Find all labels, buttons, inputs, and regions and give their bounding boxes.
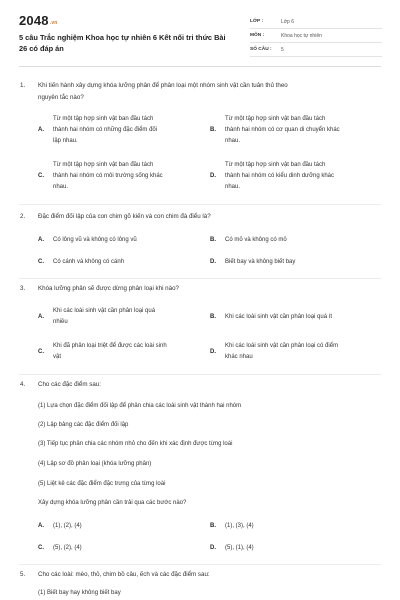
header-divider [19,66,381,67]
meta-value: 5 [281,46,284,53]
logo-text: 2048 [19,13,49,28]
question-divider [19,278,381,279]
meta-value: Lớp 6 [281,18,295,25]
question-text-line: Đặc điểm đối lập của con chim gõ kiến và con chim đà điểu là? [38,213,211,220]
option-label: A. [38,314,44,320]
option-text: (1), (2), (4) [53,523,82,529]
option-label: A. [38,127,44,133]
option-text [53,341,167,363]
option-label: D. [210,259,216,265]
option-text: Có lông vũ và không có lông vũ [53,237,137,243]
question-number: 3. [20,285,26,292]
question-text [38,569,383,581]
option-text-line: Khi đã phân loại triệt để được các loài sinh [53,343,167,349]
option-a[interactable] [38,235,208,247]
question-text [38,80,383,103]
option-text: Khi các loài sinh vật cần phân loại quá ít [225,314,333,320]
document-title: 5 câu Trắc nghiệm Khoa học tự nhiên 6 Kết nối tri thức Bài 26 có đáp án [19,33,226,53]
option-text-line: thành hai nhóm có kiểu dinh dưỡng khác [225,173,335,179]
question-text-line: nguyên tắc nào? [38,93,84,101]
option-a[interactable] [38,114,208,148]
option-text-line: khác nhau [225,354,253,360]
option-text-line: Từ một tập hợp sinh vật ban đầu tách [225,162,326,168]
meta-row-subject [250,29,382,43]
option-d[interactable] [210,543,385,555]
option-c[interactable] [38,160,208,194]
option-label: B. [210,314,216,320]
option-text-line: nhau. [53,184,69,190]
option-text-line: nhiều [53,319,68,325]
option-label: D. [210,173,216,179]
option-a[interactable] [38,521,208,533]
meta-key: SỐ CÂU : [250,47,272,52]
option-label: C. [38,349,44,355]
statement-4: (4) Lập sơ đồ phân loại (khóa lưỡng phân) [38,461,152,467]
option-text-line: nhau. [225,138,241,144]
option-text-line: nhau. [225,184,241,190]
question-number: 4. [20,381,26,388]
option-label: C. [38,259,44,265]
site-logo[interactable] [19,13,58,28]
document-header [0,0,400,66]
question-number: 5. [20,571,26,578]
option-text-line: Khi các loài sinh vật cần phân loại quá [53,308,156,314]
option-text [53,114,157,147]
option-label: D. [210,349,216,355]
question-divider [19,204,381,205]
option-c[interactable] [38,341,208,363]
option-text-line: lập nhau. [53,138,78,144]
statement-1: (1) Lựa chọn đặc điểm đối lập để phân chia các loài sinh vật thành hai nhóm [38,403,242,409]
statement-5: (5) Liệt kê các đặc điểm đặc trưng của từng loài [38,481,166,487]
meta-table [250,15,382,57]
option-d[interactable] [210,160,385,194]
option-label: A. [38,523,44,529]
option-text: (1), (3), (4) [225,523,254,529]
question-text [38,283,383,295]
option-text-line: Khi các loài sinh vật cần phân loại có điểm [225,343,339,349]
option-b[interactable] [210,235,385,247]
statement-3: (3) Tiếp tục phân chia các nhóm nhỏ cho đến khi xác định được từng loài [38,441,233,447]
option-c[interactable] [38,257,208,269]
question-text-line: Cho các đặc điểm sau: [38,381,101,388]
option-label: B. [210,237,216,243]
option-text-line: thành hai nhóm có cơ quan di chuyển khác [225,127,340,133]
question-text-line: Khóa lưỡng phân sẽ được dừng phân loại khi nào? [38,285,179,292]
option-text [53,160,163,193]
meta-key: MÔN : [250,33,265,38]
option-label: C. [38,545,44,551]
question-text-line: Cho các loài: mèo, thỏ, chim bồ câu, ếch và các đặc điểm sau: [38,571,210,578]
statement-1: (1) Biết bay hay không biết bay [38,590,121,596]
meta-value: Khoa học tự nhiên [281,32,322,39]
question-divider [19,564,381,565]
option-label: A. [38,237,44,243]
option-text: (5), (2), (4) [53,545,82,551]
option-text-line: Từ một tập hợp sinh vật ban đầu tách [53,162,154,168]
option-c[interactable] [38,543,208,555]
option-text: Có mỏ và không có mỏ [225,237,287,243]
option-label: B. [210,523,216,529]
statement-2: (2) Lập bảng các đặc điểm đối lập [38,422,129,428]
option-a[interactable] [38,306,208,328]
option-text-line: Từ một tập hợp sinh vật ban đầu tách [225,116,326,122]
option-d[interactable] [210,341,385,363]
question-divider [19,374,381,375]
option-text-line: Từ một tập hợp sinh vật ban đầu tách [53,116,154,122]
option-text-line: vật [53,354,62,360]
option-text: Có cánh và không có cánh [53,259,125,265]
option-text [225,114,340,147]
option-text: Biết bay và không biết bay [225,259,296,265]
option-text-line: thành hai nhóm có môi trường sống khác [53,173,163,179]
meta-row-count [250,43,382,57]
option-b[interactable] [210,521,385,533]
question-prompt: Xây dựng khóa lưỡng phân cần trải qua các bước nào? [38,500,187,506]
option-text [225,341,338,363]
option-b[interactable] [210,114,385,148]
question-text-line: Khi tiến hành xây dựng khóa lưỡng phân để phân loại một nhóm sinh vật cần tuân thủ theo [38,82,288,89]
option-text [225,160,334,193]
option-label: C. [38,173,44,179]
question-number: 1. [20,82,26,89]
question-number: 2. [20,213,26,220]
meta-key: LỚP : [250,19,264,24]
question-text [38,379,383,391]
option-b[interactable] [210,306,385,328]
option-d[interactable] [210,257,385,269]
option-label: B. [210,127,216,133]
question-text [38,211,383,223]
logo-suffix: .vn [49,20,58,26]
option-label: D. [210,545,216,551]
meta-row-class [250,15,382,29]
option-text: (5), (1), (4) [225,545,254,551]
option-text-line: thành hai nhóm có những đặc điểm đối [53,127,158,133]
option-text [53,306,155,328]
